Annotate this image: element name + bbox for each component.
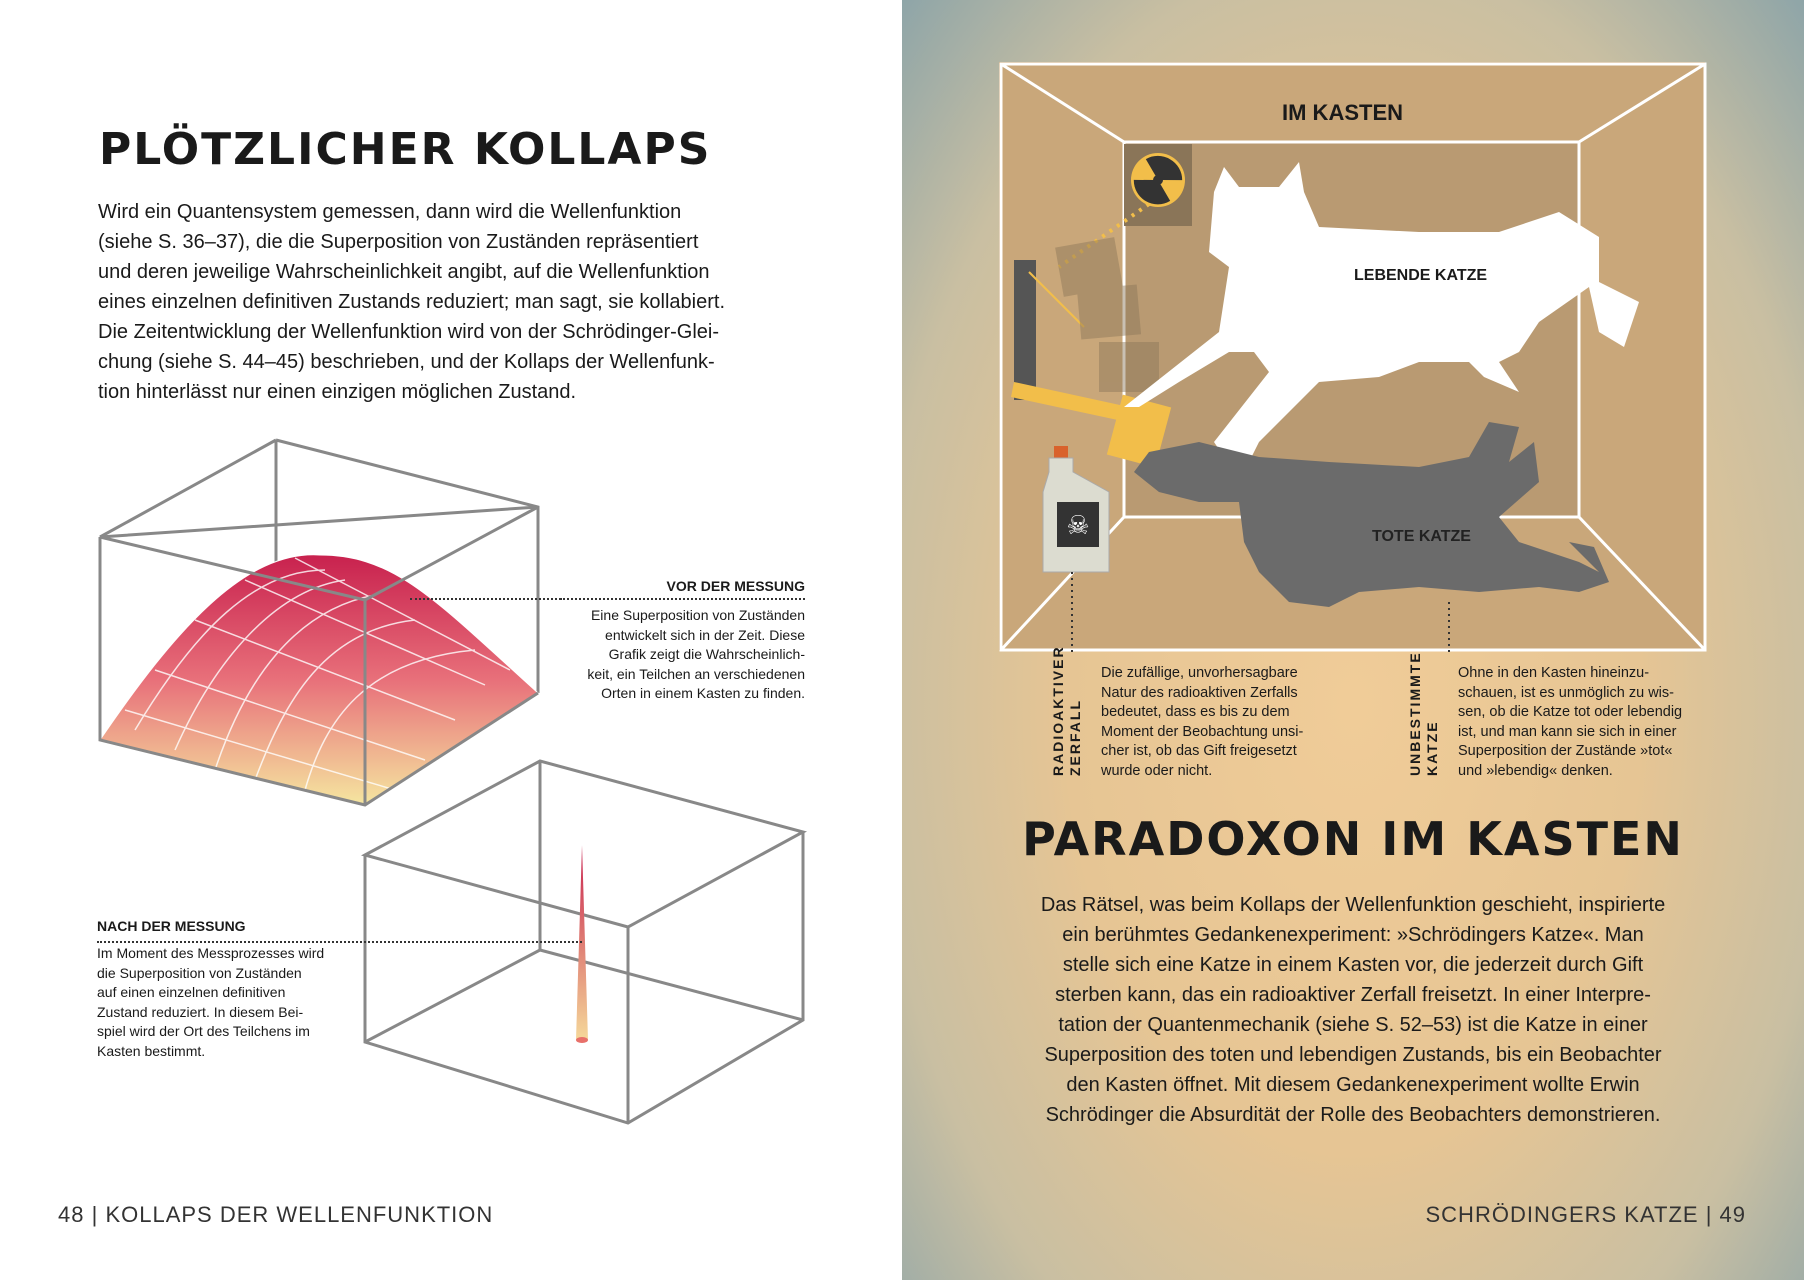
undetermined-cat-text: Ohne in den Kasten hineinzu- schauen, ist es unmöglich zu wis- sen, ob die Katze tot oder lebendig ist, und man kann sie sich in einer Superposition der Zustände »tot« und »lebendig« denken. [1458,665,1683,779]
page-title: PLÖTZLICHER KOLLAPS [99,124,712,175]
running-head: KOLLAPS DER WELLENFUNKTION [105,1202,494,1227]
right-page-title: PARADOXON IM KASTEN [1022,812,1684,866]
before-caption-title: VOR DER MESSUNG [560,578,805,600]
intro-text: Wird ein Quantensystem gemessen, dann wird die Wellenfunktion (siehe S. 36–37), die die Superposition von Zuständen repräsentiert und deren jeweilige Wahrscheinlichkeit angibt, auf die Wellenfunktion eines einzelnen definitiven Zustands reduziert; man sagt, sie kollabiert. Die Zeitentwicklung der Wellenfunktion wird von der Schrödinger-Glei- chung (siehe S. 44–45) beschrieben, und der Kollaps der Wellenfunk- tion hinterlässt nur einen einzigen möglichen Zustand. [98,201,726,403]
living-cat-label: LEBENDE KATZE [1354,267,1488,284]
dead-cat-label: TOTE KATZE [1372,528,1471,545]
before-caption-text: Eine Superposition von Zuständen entwickelt sich in der Zeit. Diese Grafik zeigt die Wahrscheinlich- keit, ein Teilchen an verschiedenen Orten in einem Kasten zu finden. [587,607,805,701]
right-page [902,0,1804,1280]
after-caption [97,918,357,1061]
before-measurement-graphic [95,430,555,810]
page-number: 49 [1719,1202,1746,1227]
undetermined-cat-label: UNBESTIMMTE KATZE [1407,651,1440,776]
left-footer: 48 | KOLLAPS DER WELLENFUNKTION [58,1202,494,1227]
radioactive-decay-text: Die zufällige, unvorhersagbare Natur des radioaktiven Zerfalls bedeutet, dass es bis zu dem Moment der Beobachtung unsi- cher ist, ob das Gift freigesetzt wurde oder nicht. [1101,665,1304,779]
after-caption-text: Im Moment des Messprozesses wird die Superposition von Zuständen auf einen einzelnen definitiven Zustand reduziert. In diesem Bei- spiel wird der Ort des Teilchens im Kasten bestimmt. [97,945,325,1059]
svg-text:☠: ☠ [1066,510,1090,540]
right-footer: SCHRÖDINGERS KATZE | 49 [1425,1202,1746,1227]
radioactive-decay-label: RADIOAKTIVER ZERFALL [1050,645,1083,776]
schroedinger-box-illustration [999,62,1709,654]
paradox-text: Das Rätsel, was beim Kollaps der Wellenfunktion geschieht, inspirierte ein berühmtes Gedankenexperiment: »Schrödingers Katze«. Man stelle sich eine Katze in einem Kasten vor, die jederzeit durch Gift sterben kann, das ein radioaktiver Zerfall freisetzt. In einer Interpre- tation der Quantenmechanik (siehe S. 52–53) ist die Katze in einer Superposition des toten und lebendigen Zustands, bis ein Beobachter den Kasten öffnet. Mit diesem Gedankenexperiment wollte Erwin Schrödinger die Absurdität der Rolle des Beobachters demonstrieren. [1040,894,1666,1126]
box-title: IM KASTEN [1282,100,1403,125]
radiation-icon [1124,144,1192,226]
page-number: 48 [58,1202,85,1227]
before-caption [560,578,805,704]
running-head: SCHRÖDINGERS KATZE [1425,1202,1699,1227]
after-caption-title: NACH DER MESSUNG [97,918,246,934]
